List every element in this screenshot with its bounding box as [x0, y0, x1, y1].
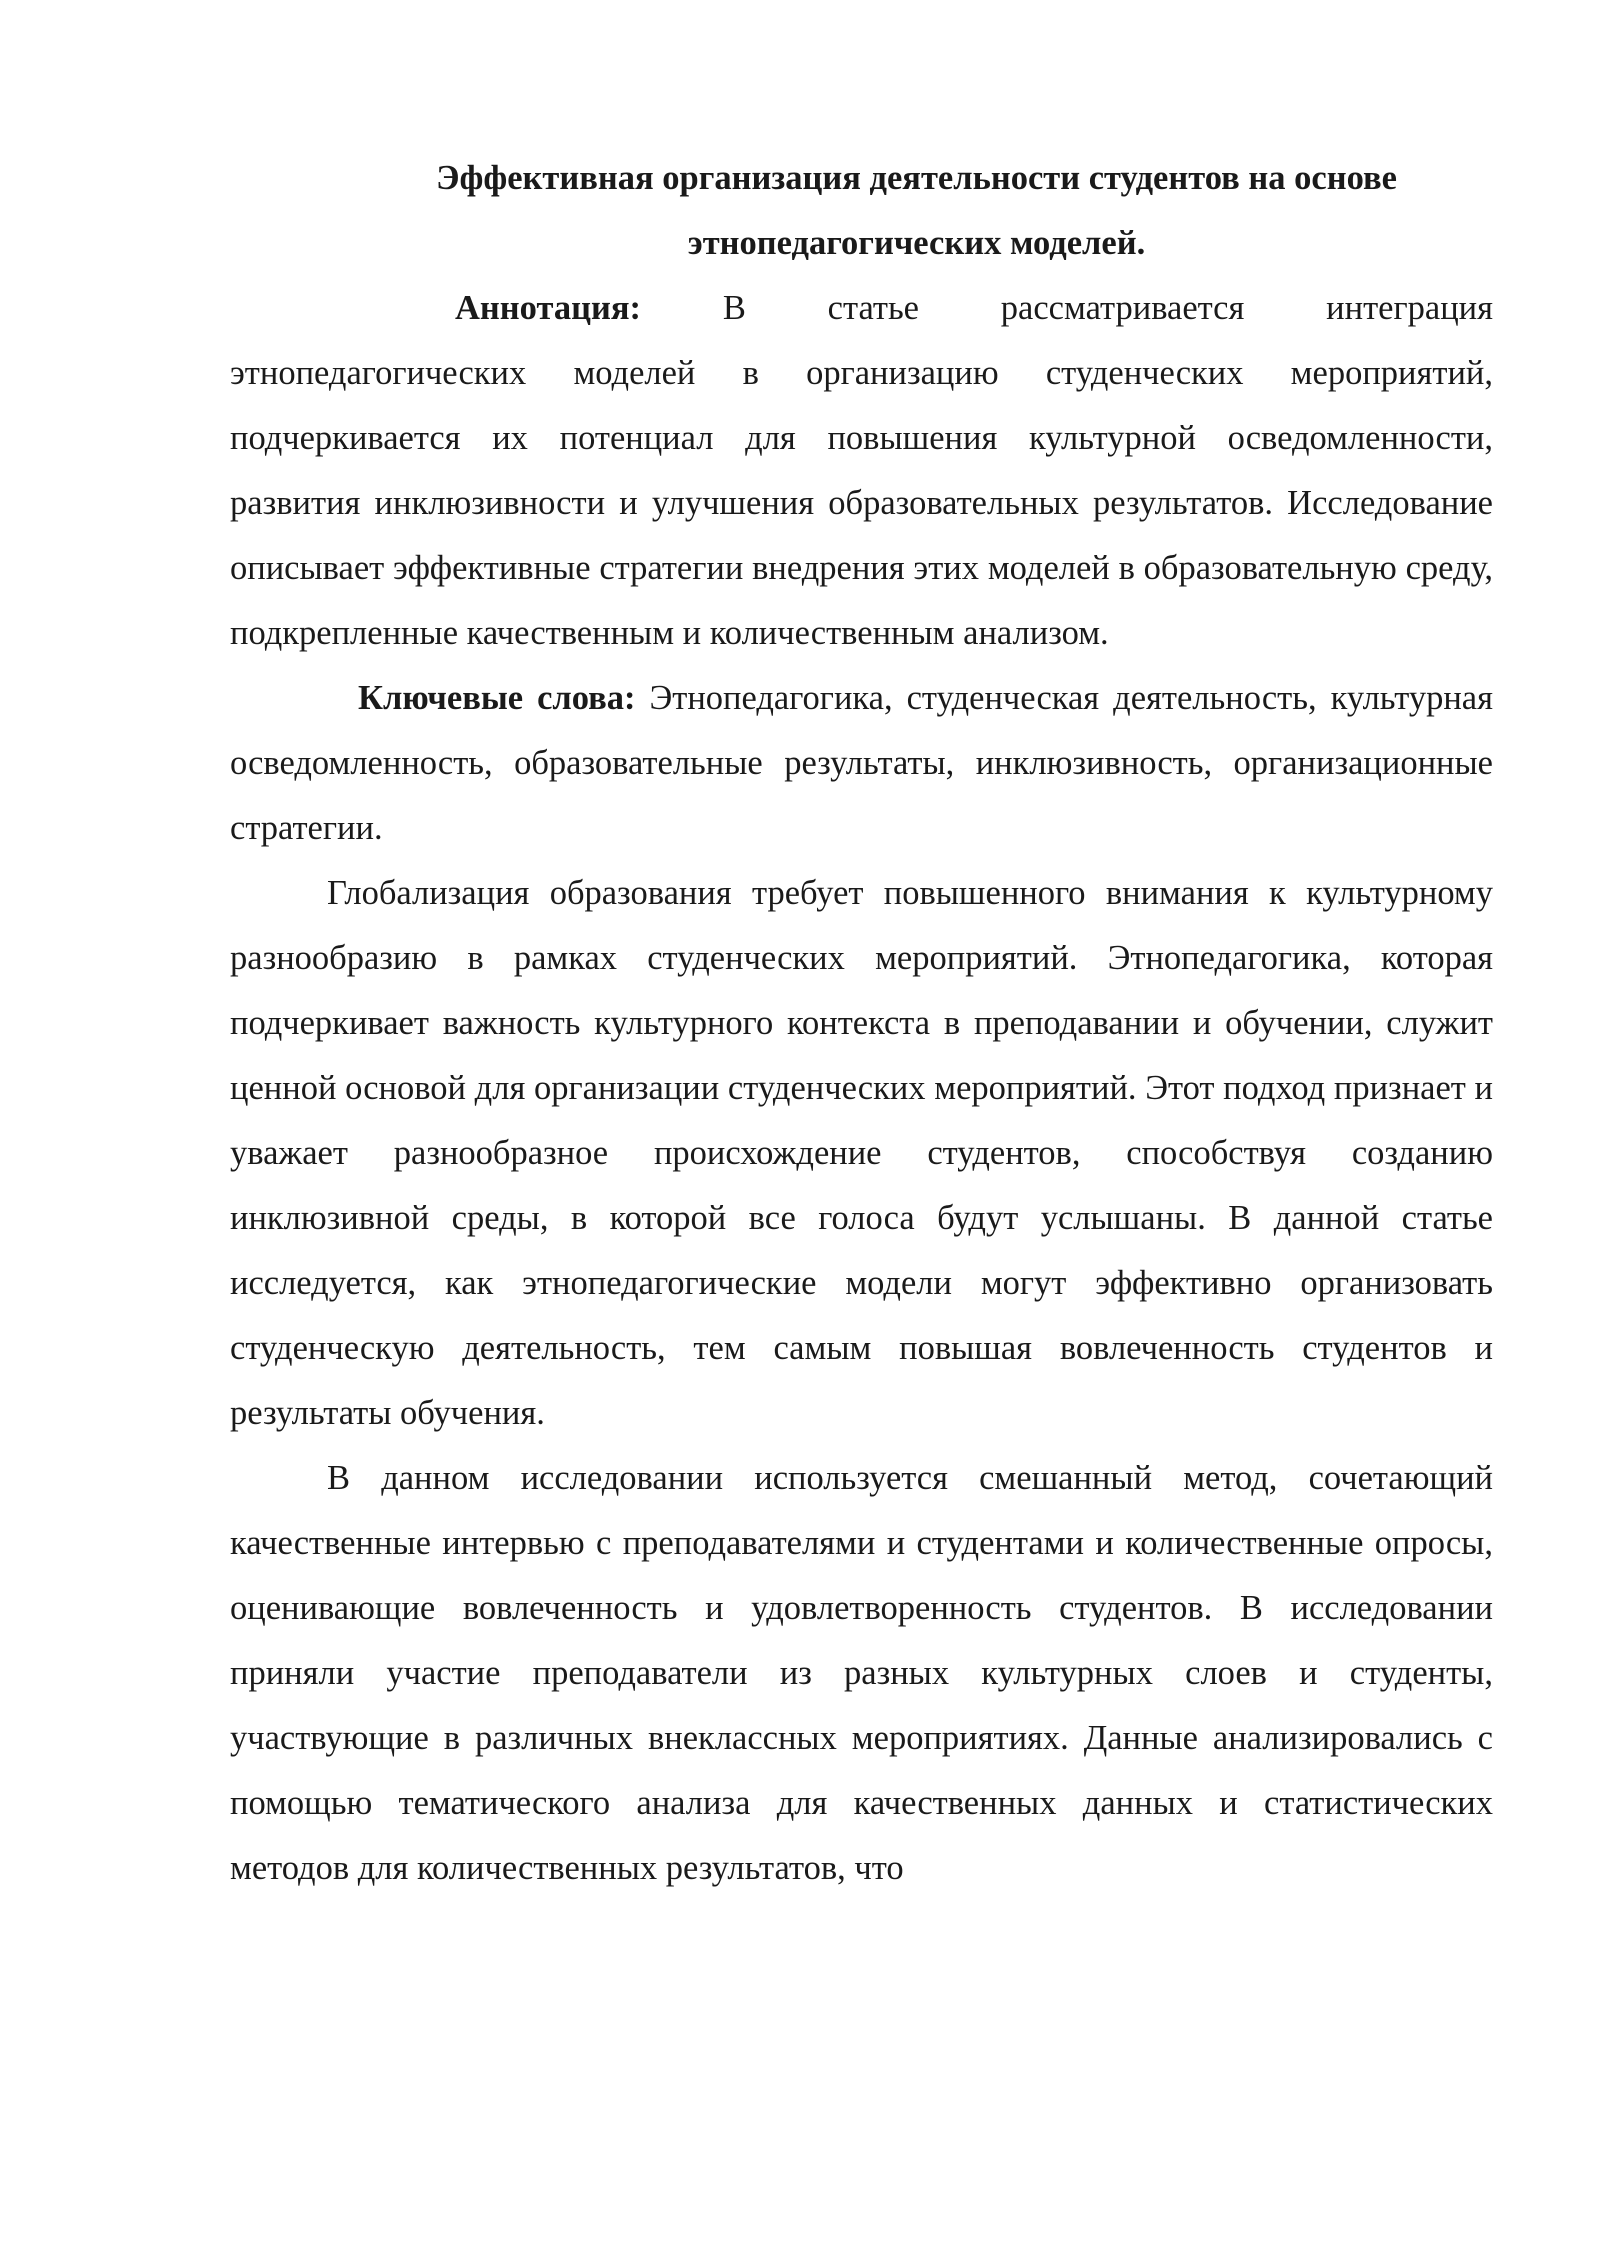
- keywords-paragraph: [230, 666, 1493, 861]
- body-paragraph-2: В данном исследовании используется смешанный метод, сочетающий качественные интервью с преподавателями и студентами и количественные опросы, оценивающие вовлеченность и удовлетворенность студентов. В исследовании приняли участие преподаватели из разных культурных слоев и студенты, участвующие в различных внеклассных мероприятиях. Данные анализировались с помощью тематического анализа для качественных данных и статистических методов для количественных результатов, что: [230, 1459, 1493, 1887]
- article-title: [230, 146, 1493, 276]
- keywords-label: Ключевые слова:: [358, 679, 636, 717]
- keywords-text: Этнопедагогика, студенческая деятельность, культурная осведомленность, образовательные результаты, инклюзивность, организационные стратегии.: [230, 679, 1493, 847]
- document-body: [230, 146, 1493, 1901]
- abstract-label: Аннотация:: [455, 289, 641, 327]
- abstract-text: В статье рассматривается интеграция этнопедагогических моделей в организацию студенческих мероприятий, подчеркивается их потенциал для повышения культурной осведомленности, развития инклюзивности и улучшения образовательных результатов. Исследование описывает эффективные стратегии внедрения этих моделей в образовательную среду, подкрепленные качественным и количественным анализом.: [230, 289, 1493, 652]
- body-paragraph-1: Глобализация образования требует повышенного внимания к культурному разнообразию в рамках студенческих мероприятий. Этнопедагогика, которая подчеркивает важность культурного контекста в преподавании и обучении, служит ценной основой для организации студенческих мероприятий. Этот подход признает и уважает разнообразное происхождение студентов, способствуя созданию инклюзивной среды, в которой все голоса будут услышаны. В данной статье исследуется, как этнопедагогические модели могут эффективно организовать студенческую деятельность, тем самым повышая вовлеченность студентов и результаты обучения.: [230, 874, 1493, 1432]
- title-line-2: этнопедагогических моделей.: [687, 224, 1146, 262]
- abstract-paragraph: [230, 276, 1493, 666]
- title-line-1: Эффективная организация деятельности студентов на основе: [436, 159, 1397, 197]
